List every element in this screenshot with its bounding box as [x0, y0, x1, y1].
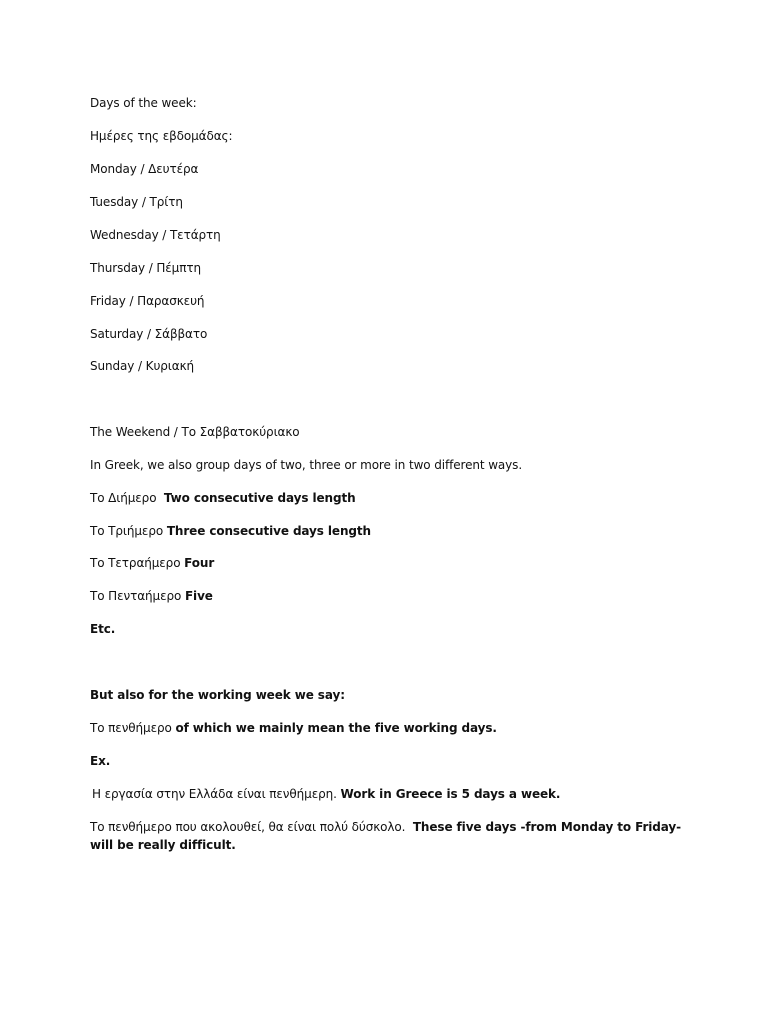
english-gloss: Five — [184, 589, 213, 603]
greek-term: Το Διήμερο — [90, 491, 157, 505]
term-three-days — [90, 522, 371, 540]
heading-days-of-week: Days of the week: — [90, 96, 197, 110]
etc-line: Etc. — [90, 622, 116, 636]
day-friday: Friday / Παρασκευή — [90, 294, 205, 308]
term-five-days — [90, 587, 213, 605]
english-translation: These five days -from Monday to Friday- will be really difficult. — [90, 820, 682, 852]
day-wednesday: Wednesday / Τετάρτη — [90, 228, 221, 242]
working-week-line: But also for the working week we say: — [90, 688, 345, 702]
example-sentence-2 — [90, 818, 690, 854]
day-tuesday: Tuesday / Τρίτη — [90, 195, 183, 209]
greek-term: Το Τριήμερο — [90, 524, 164, 538]
english-gloss: Four — [184, 556, 215, 570]
english-gloss: of which we mainly mean the five working days. — [175, 721, 497, 735]
weekend-line: The Weekend / Το Σαββατοκύριακο — [90, 425, 300, 439]
greek-term: Το Πενταήμερο — [90, 589, 182, 603]
greek-term: Το πενθήμερο — [90, 721, 172, 735]
greek-term: Το Τετραήμερο — [90, 556, 181, 570]
english-gloss: Two consecutive days length — [163, 491, 356, 505]
term-two-days — [90, 489, 356, 507]
english-gloss: Three consecutive days length — [166, 524, 371, 538]
day-saturday: Saturday / Σάββατο — [90, 327, 208, 341]
grouping-intro: In Greek, we also group days of two, three or more in two different ways. — [90, 458, 523, 472]
day-thursday: Thursday / Πέμπτη — [90, 261, 201, 275]
english-translation: Work in Greece is 5 days a week. — [340, 787, 561, 801]
heading-greek-days: Ημέρες της εβδομάδας: — [90, 129, 233, 143]
greek-sentence: Η εργασία στην Ελλάδα είναι πενθήμερη. — [92, 787, 337, 801]
example-sentence-1 — [92, 785, 560, 803]
term-four-days — [90, 554, 214, 572]
pentimero-line — [90, 719, 497, 737]
greek-sentence: Το πενθήμερο που ακολουθεί, θα είναι πολύ δύσκολο. — [90, 820, 406, 834]
day-sunday: Sunday / Κυριακή — [90, 359, 195, 373]
example-label: Ex. — [90, 754, 111, 768]
day-monday: Monday / Δευτέρα — [90, 162, 199, 176]
